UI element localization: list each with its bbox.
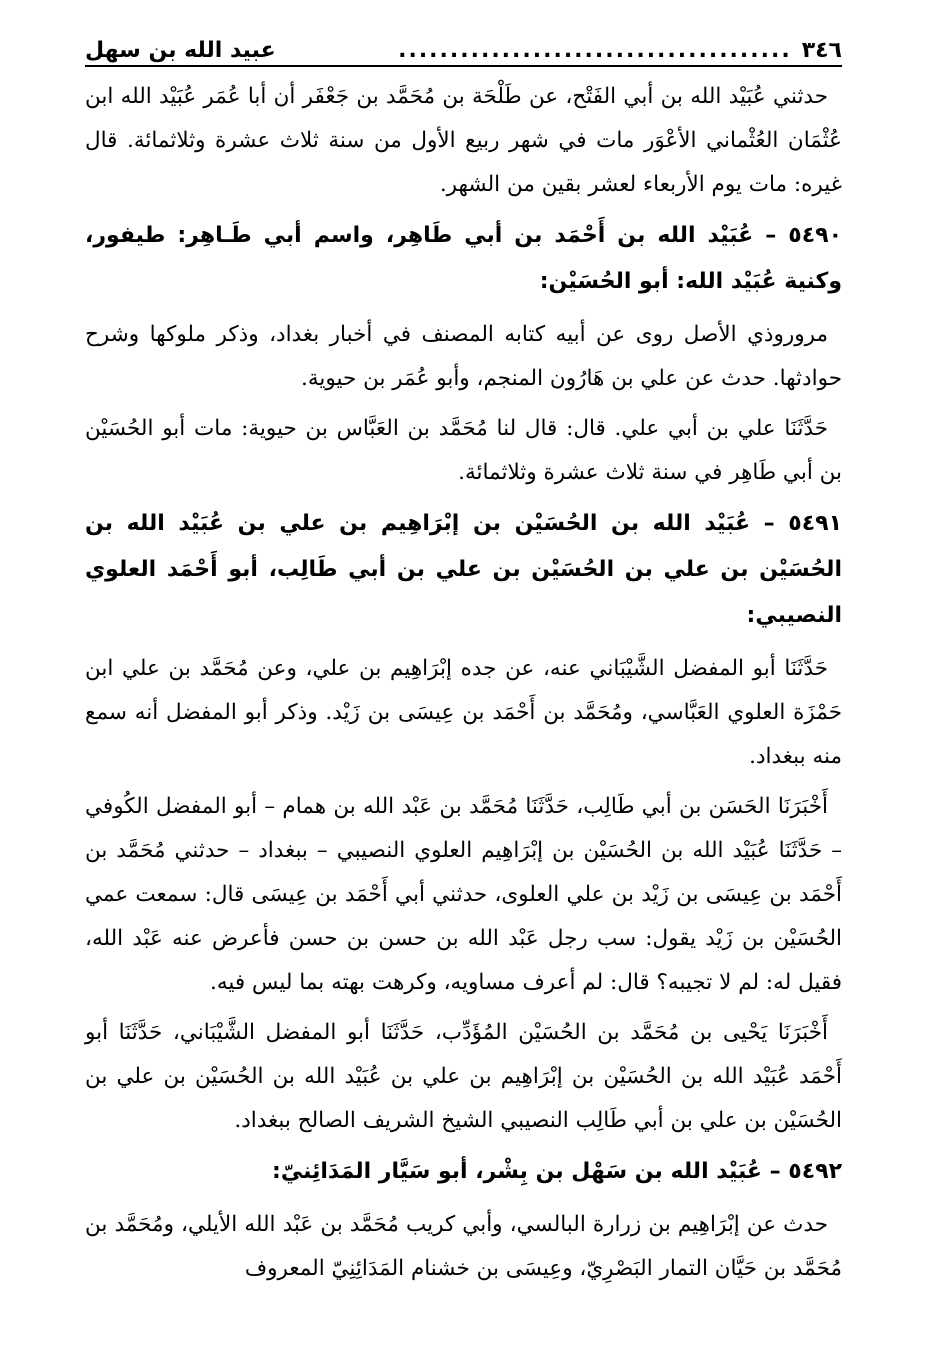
- paragraph: حَدَّثَنَا علي بن أبي علي. قال: قال لنا مُحَمَّد بن العَبَّاس بن حيوية: مات أبو الحُسَيْن بن أبي طَاهِر في سنة ثلاث عشرة وثلاثمائة.: [85, 416, 842, 485]
- book-page: [85, 38, 842, 1297]
- entry-heading-5492: ٥٤٩٢ – عُبَيْد الله بن سَهْل بن بِشْر، أبو سَيَّار المَدَائِنيّ:: [272, 1159, 842, 1184]
- entry-heading-5490: ٥٤٩٠ – عُبَيْد الله بن أَحْمَد بن أبي طَاهِر، واسم أبي طَـاهِر: طيفور، وكنية عُبَيْد الله: أبو الحُسَيْن:: [85, 223, 842, 294]
- running-title: عبيد الله بن سهل: [85, 38, 276, 63]
- paragraph: حدثني عُبَيْد الله بن أبي الفَتْح، عن طَلْحَة بن مُحَمَّد بن جَعْفَر أن أبا عُمَر عُبَيْد الله ابن عُثْمَان العُثْماني الأعْوَر مات في شهر ربيع الأول من سنة ثلاث عشرة وثلاثمائة. قال غيره: مات يوم الأربعاء لعشر بقين من الشهر.: [85, 84, 842, 197]
- paragraph: حدث عن إبْرَاهِيم بن زرارة البالسي، وأبي كريب مُحَمَّد بن عَبْد الله الأيلي، ومُحَمَّد بن مُحَمَّد بن حَيَّان التمار البَصْرِيّ، وعِيسَى بن خشنام المَدَائِنِيّ المعروف: [85, 1212, 842, 1281]
- page-number: ٣٤٦: [801, 38, 842, 63]
- header-leader-dots: ......................................: [398, 38, 792, 63]
- paragraph: أَخْبَرَنَا الحَسَن بن أبي طَالِب، حَدَّثَنَا مُحَمَّد بن عَبْد الله بن همام – أبو المفضل الكُوفي – حَدَّثَنَا عُبَيْد الله بن الحُسَيْن بن إبْرَاهِيم العلوي النصيبي – ببغداد – حدثني مُحَمَّد بن أَحْمَد بن عِيسَى بن زَيْد بن علي العلوى، حدثني أبي أَحْمَد بن عِيسَى قال: سمعت عمي الحُسَيْن بن زَيْد يقول: سب رجل عَبْد الله بن حسن بن حسن فأعرض عنه عَبْد الله، فقيل له: لم لا تجيبه؟ قال: لم أعرف مساويه، وكرهت بهته بما ليس فيه.: [85, 794, 842, 995]
- paragraph: حَدَّثَنَا أبو المفضل الشَّيْبَاني عنه، عن جده إبْرَاهِيم بن علي، وعن مُحَمَّد بن علي ابن حَمْزَة العلوي العَبَّاسي، ومُحَمَّد بن أَحْمَد بن عِيسَى بن زَيْد. وذكر أبو المفضل أنه سمع منه ببغداد.: [85, 656, 842, 769]
- page-header: [85, 38, 842, 67]
- entry-heading-5491: ٥٤٩١ – عُبَيْد الله بن الحُسَيْن بن إبْرَاهِيم بن علي بن عُبَيْد الله بن الحُسَيْن بن علي بن الحُسَيْن بن علي بن أبي طَالِب، أبو أَحْمَد العلوي النصيبي:: [85, 511, 842, 628]
- paragraph: أَخْبَرَنَا يَحْيى بن مُحَمَّد بن الحُسَيْن المُؤَدِّب، حَدَّثَنَا أبو المفضل الشَّيْبَاني، حَدَّثَنَا أبو أَحْمَد عُبَيْد الله بن الحُسَيْن بن إبْرَاهِيم بن علي بن عُبَيْد الله بن الحُسَيْن بن علي بن الحُسَيْن بن علي بن أبي طَالِب النصيبي الشيخ الشريف الصالح ببغداد.: [85, 1020, 842, 1133]
- paragraph: مروروذي الأصل روى عن أبيه كتابه المصنف في أخبار بغداد، وذكر ملوكها وشرح حوادثها. حدث عن علي بن هَارُون المنجم، وأبو عُمَر بن حيوية.: [85, 322, 842, 391]
